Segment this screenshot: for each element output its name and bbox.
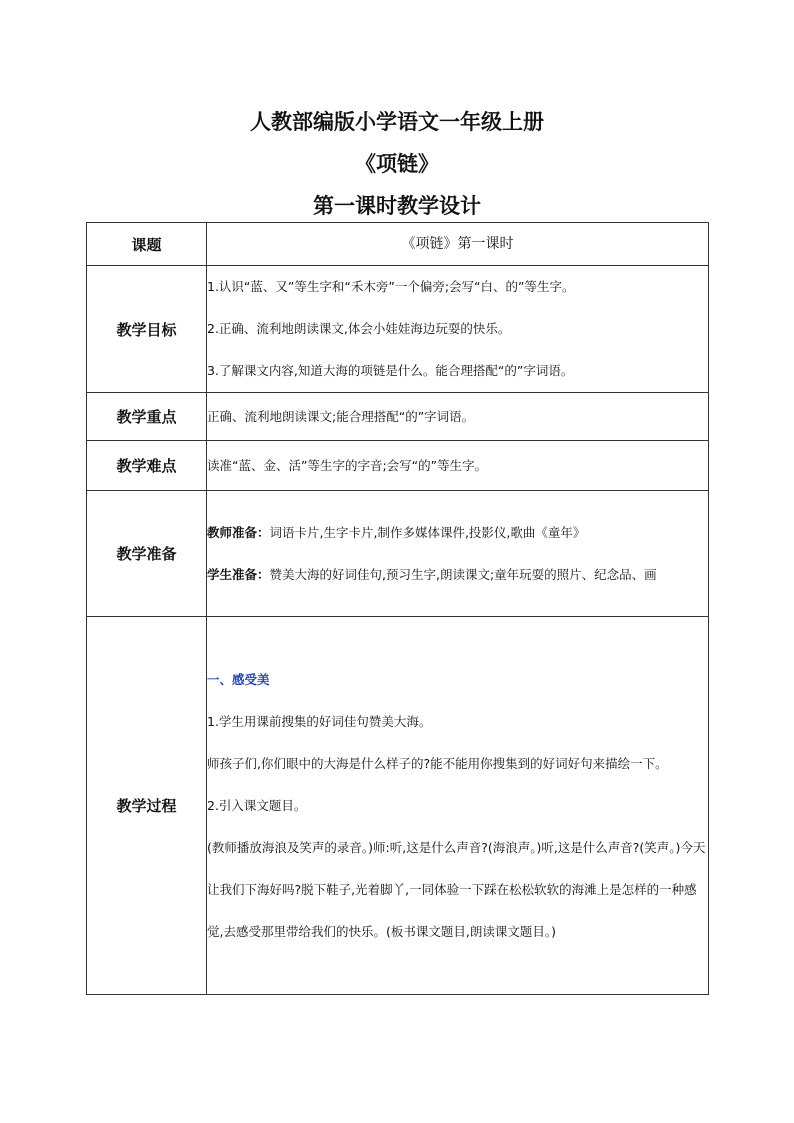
- preparation-label: 教学准备: [87, 491, 207, 617]
- process-step: 1.学生用课前搜集的好词佳句赞美大海。: [207, 713, 432, 729]
- table-row: [87, 393, 709, 441]
- lesson-plan-table: [86, 222, 709, 995]
- topic-value: 《项链》第一课时: [207, 223, 709, 266]
- goals-label: 教学目标: [87, 266, 207, 393]
- teacher-preparation-text: 词语卡片,生字卡片,制作多媒体课件,投影仪,歌曲《童年》: [269, 524, 586, 540]
- lesson-title: 《项链》: [355, 152, 439, 176]
- table-row: [87, 223, 709, 266]
- teacher-preparation-label: 教师准备：: [207, 524, 270, 540]
- table-row: [87, 491, 709, 617]
- teacher-preparation: [207, 512, 708, 554]
- difficulties-value: 读准“蓝、金、活”等生字的字音;会写“的”等生字。: [207, 441, 709, 491]
- table-row: [87, 441, 709, 491]
- process-step: 2.引入课文题目。: [207, 797, 307, 813]
- section-heading: 一、感受美: [207, 671, 270, 687]
- document-title: 人教部编版小学语文一年级上册: [250, 110, 544, 134]
- process-text: 师孩子们,你们眼中的大海是什么样子的?能不能用你搜集到的好词好句来描绘一下。: [207, 755, 668, 771]
- goals-cell: [207, 266, 709, 393]
- key-points-value: 正确、流利地朗读课文;能合理搭配“的”字词语。: [207, 393, 709, 441]
- goal-item: 2.正确、流利地朗读课文,体会小娃娃海边玩耍的快乐。: [207, 321, 511, 336]
- goal-item: 1.认识“蓝、又”等生字和“禾木旁”一个偏旁;会写“白、的”等生字。: [207, 279, 575, 294]
- goal-item: 3.了解课文内容,知道大海的项链是什么。能合理搭配“的”字词语。: [207, 363, 574, 378]
- topic-label: 课题: [87, 223, 207, 266]
- student-preparation: [207, 554, 708, 596]
- key-points-label: 教学重点: [87, 393, 207, 441]
- process-label: 教学过程: [87, 617, 207, 995]
- document-subtitle: 第一课时教学设计: [313, 194, 481, 218]
- student-preparation-text: 赞美大海的好词佳句,预习生字,朗读课文;童年玩耍的照片、纪念品、画: [269, 566, 657, 582]
- process-text: (教师播放海浪及笑声的录音。)师:听,这是什么声音?(海浪声。)听,这是什么声音?(笑声。)今天让我们下海好吗?脱下鞋子,光着脚丫,一同体验一下踩在松松软软的海滩上是怎样的一种感觉,去感受那里带给我们的快乐。(板书课文题目,朗读课文题目。): [207, 839, 706, 939]
- difficulties-label: 教学难点: [87, 441, 207, 491]
- preparation-cell: [207, 491, 709, 617]
- process-cell: [207, 617, 709, 995]
- table-row: [87, 617, 709, 995]
- student-preparation-label: 学生准备：: [207, 566, 270, 582]
- table-row: [87, 266, 709, 393]
